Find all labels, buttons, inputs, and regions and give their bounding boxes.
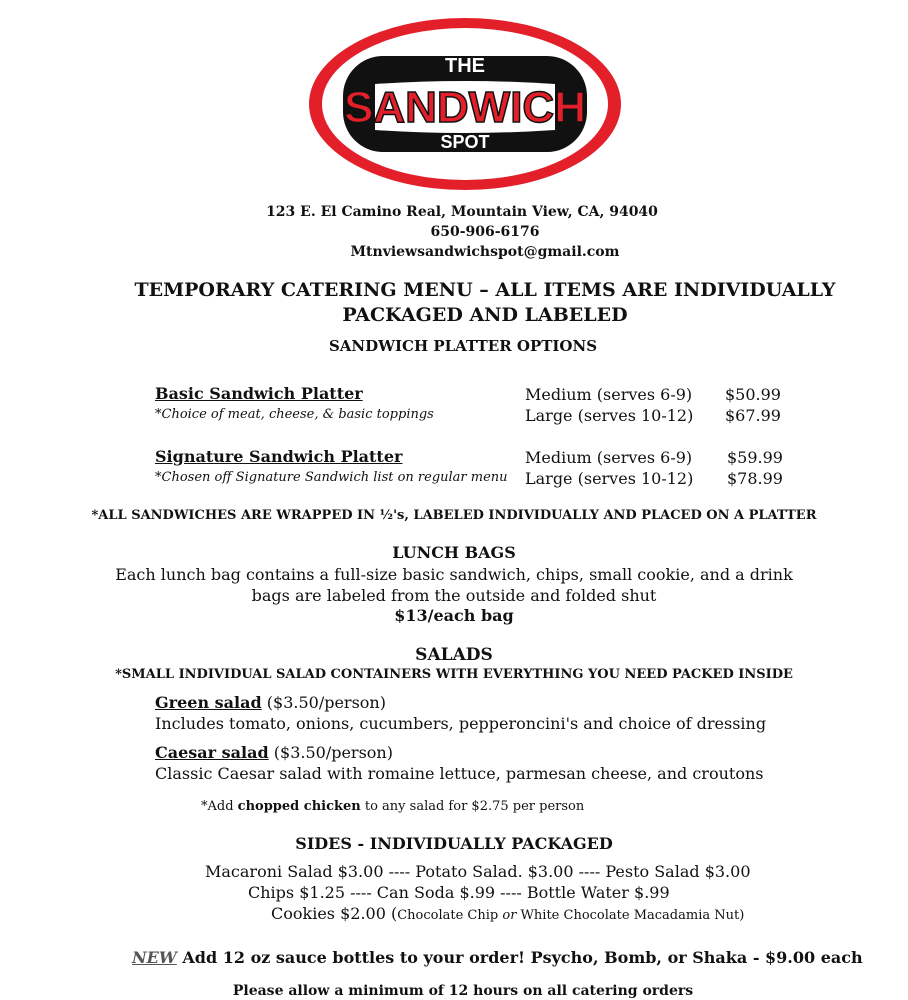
cookies-price: Cookies $2.00 (: [271, 904, 398, 923]
email-address: Mtnviewsandwichspot@gmail.com: [350, 244, 620, 260]
menu-title-line-2: PACKAGED AND LABELED: [342, 304, 628, 326]
minimum-notice: Please allow a minimum of 12 hours on all catering orders: [232, 983, 694, 999]
signature-large-size: Large (serves 10-12): [525, 469, 694, 488]
basic-platter-title: Basic Sandwich Platter: [155, 384, 363, 403]
caesar-salad-description: Classic Caesar salad with romaine lettuce, parmesan cheese, and croutons: [155, 764, 764, 783]
sandwich-spot-logo: [305, 14, 625, 194]
signature-medium-price: $59.99: [727, 448, 783, 467]
logo-the-text: THE: [445, 55, 485, 77]
cookie-or: or: [502, 908, 517, 923]
lunch-bags-line-2: bags are labeled from the outside and folded shut: [251, 586, 657, 605]
address: 123 E. El Camino Real, Mountain View, CA, 94040: [266, 204, 658, 220]
addon-suffix: to any salad for $2.75 per person: [360, 799, 585, 814]
signature-large-price: $78.99: [727, 469, 783, 488]
basic-medium-size: Medium (serves 6-9): [525, 385, 693, 404]
lunch-bags-heading: LUNCH BAGS: [392, 543, 516, 562]
signature-platter-title: Signature Sandwich Platter: [155, 447, 403, 466]
caesar-salad-row: [155, 742, 393, 763]
caesar-salad-name: Caesar salad: [155, 743, 269, 762]
green-salad-row: [155, 692, 386, 713]
lunch-bags-line-1: Each lunch bag contains a full-size basic sandwich, chips, small cookie, and a drink: [115, 565, 793, 584]
logo-spot-text: SPOT: [440, 132, 490, 152]
phone-number: 650-906-6176: [430, 224, 540, 240]
platter-footnote: *ALL SANDWICHES ARE WRAPPED IN ½'s, LABELED INDIVIDUALLY AND PLACED ON A PLATTER: [91, 508, 817, 523]
green-salad-description: Includes tomato, onions, cucumbers, pepperoncini's and choice of dressing: [155, 714, 767, 733]
salad-addon-note: [201, 799, 584, 814]
basic-large-price: $67.99: [725, 406, 781, 425]
salads-heading: SALADS: [415, 645, 493, 665]
green-salad-price: ($3.50/person): [266, 693, 386, 712]
cookie-option-a: Chocolate Chip: [397, 908, 503, 923]
sides-line-3: [271, 903, 744, 926]
signature-medium-size: Medium (serves 6-9): [525, 448, 693, 467]
basic-medium-price: $50.99: [725, 385, 781, 404]
signature-platter-note: *Chosen off Signature Sandwich list on regular menu: [155, 470, 508, 485]
sides-heading-b: INDIVIDUALLY PACKAGED: [369, 834, 613, 853]
sides-line-1: Macaroni Salad $3.00 ---- Potato Salad. $3.00 ---- Pesto Salad $3.00: [205, 862, 751, 881]
sides-heading-a: SIDES -: [295, 834, 370, 853]
sides-heading: [0, 834, 908, 853]
basic-platter-note: *Choice of meat, cheese, & basic toppings: [155, 407, 434, 422]
basic-large-size: Large (serves 10-12): [525, 406, 694, 425]
menu-title-line-1: TEMPORARY CATERING MENU – ALL ITEMS ARE INDIVIDUALLY: [134, 279, 836, 301]
sauce-offer: [132, 948, 863, 967]
salads-subheading: *SMALL INDIVIDUAL SALAD CONTAINERS WITH EVERYTHING YOU NEED PACKED INSIDE: [115, 667, 793, 682]
sauce-text: Add 12 oz sauce bottles to your order! Psycho, Bomb, or Shaka - $9.00 each: [176, 948, 863, 967]
addon-chopped-chicken: chopped chicken: [237, 799, 361, 814]
caesar-salad-price: ($3.50/person): [273, 743, 393, 762]
addon-prefix: *Add: [201, 799, 238, 814]
platter-heading: SANDWICH PLATTER OPTIONS: [328, 337, 598, 355]
cookie-option-b: White Chocolate Macadamia Nut): [516, 908, 745, 923]
green-salad-name: Green salad: [155, 693, 262, 712]
sides-line-2: Chips $1.25 ---- Can Soda $.99 ---- Bottle Water $.99: [248, 883, 670, 902]
lunch-bags-price: $13/each bag: [394, 606, 514, 625]
logo-sandwich-text: SANDWICH: [344, 83, 586, 132]
new-label: NEW: [132, 948, 177, 967]
